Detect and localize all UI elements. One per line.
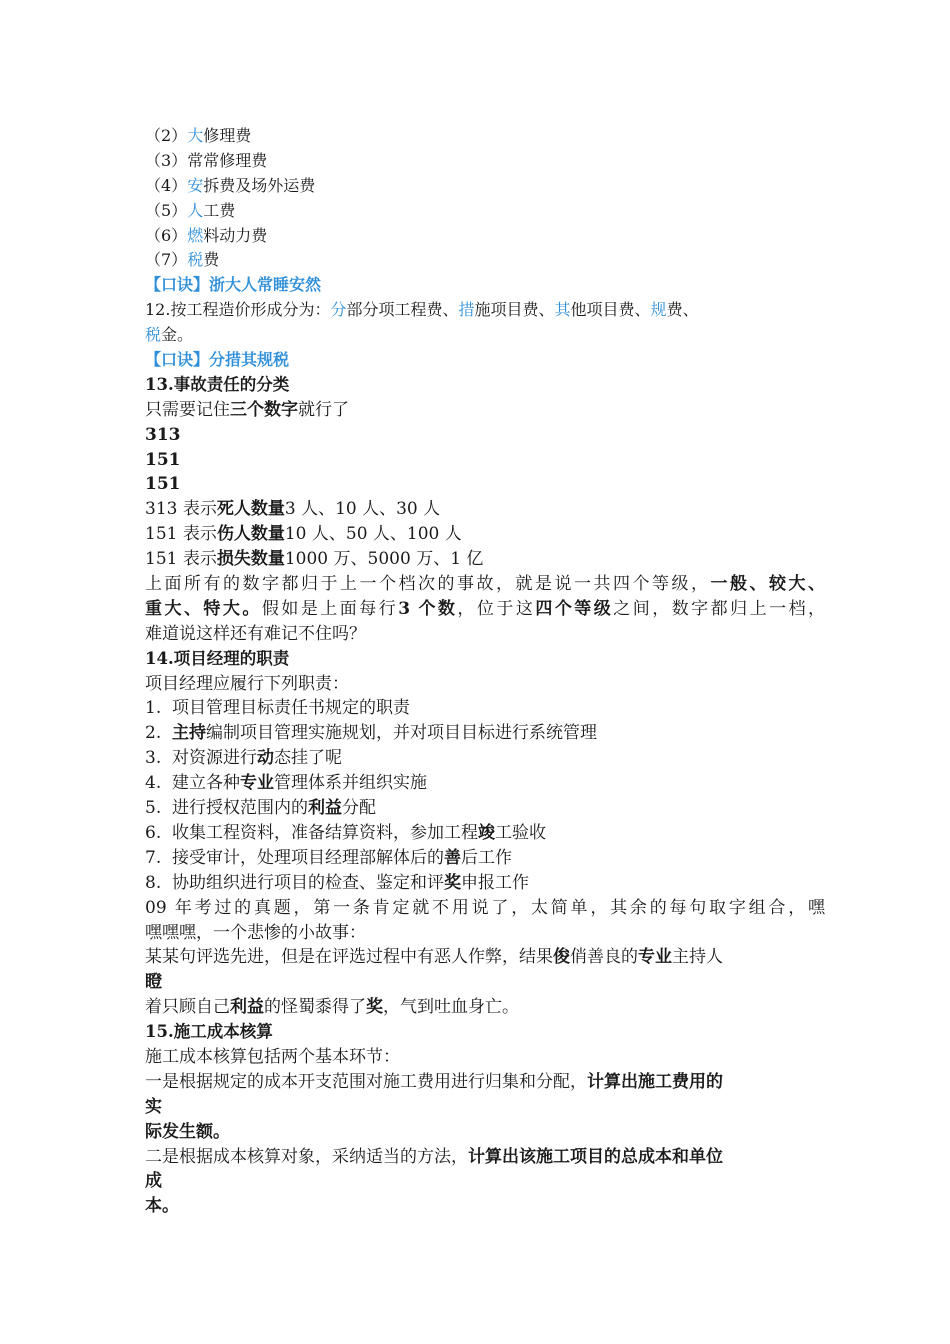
story-line: 着只顾自己利益的怪蜀黍得了奖，气到吐血身亡。: [145, 997, 519, 1018]
duty-item: 2. 主持编制项目管理实施规划，并对项目目标进行系统管理: [145, 723, 598, 744]
step-two-line: 二是根据成本核算对象，采纳适当的方法，计算出该施工项目的总成本和单位: [145, 1146, 723, 1167]
duty-item: 4. 建立各种专业管理体系并组织实施: [145, 773, 428, 794]
number-explanation: 151 表示损失数量1000 万、5000 万、1 亿: [145, 549, 484, 570]
list-item: （5）人工费: [145, 200, 236, 220]
section-14-title: 14.项目经理的职责: [145, 648, 290, 668]
duty-item: 5. 进行授权范围内的利益分配: [145, 798, 377, 819]
section-14-intro: 项目经理应履行下列职责：: [145, 673, 349, 694]
section-15-intro: 施工成本核算包括两个基本环节：: [145, 1046, 400, 1067]
mnemonic-2: 【口诀】分措其规税: [145, 350, 290, 370]
cost-composition-line-1: 12.按工程造价形成分为：分部分项工程费、措施项目费、其他项目费、规费、: [145, 300, 699, 320]
list-item: （7）税费: [145, 250, 220, 270]
grade-paragraph-line: 上面所有的数字都归于上一个档次的事故，就是说一共四个等级，一般、较大、: [145, 574, 825, 595]
duty-item: 3. 对资源进行动态挂了呢: [145, 748, 343, 769]
grade-paragraph-line: 难道说这样还有难记不住吗？: [145, 623, 366, 644]
list-item: （4）安拆费及场外运费: [145, 175, 316, 195]
number-code: 313: [145, 424, 181, 445]
number-explanation: 313 表示死人数量3 人、10 人、30 人: [145, 499, 441, 520]
list-item: （3）常常修理费: [145, 150, 268, 170]
story-line: 瞪: [145, 972, 162, 993]
number-code: 151: [145, 449, 181, 470]
list-item: （6）燃料动力费: [145, 225, 268, 245]
duty-item: 7. 接受审计，处理项目经理部解体后的善后工作: [145, 847, 513, 868]
section-15-title: 15.施工成本核算: [145, 1022, 273, 1042]
section-13-intro: 只需要记住三个数字就行了: [145, 399, 349, 420]
step-one-line: 一是根据规定的成本开支范围对施工费用进行归集和分配，计算出施工费用的: [145, 1071, 723, 1092]
cost-composition-line-2: 税金。: [145, 325, 194, 345]
story-line: 某某句评选先进，但是在评选过程中有恶人作弊，结果俊俏善良的专业主持人: [145, 947, 723, 968]
section-13-title: 13.事故责任的分类: [145, 374, 290, 394]
number-explanation: 151 表示伤人数量10 人、50 人、100 人: [145, 524, 462, 545]
mnemonic-1: 【口诀】浙大人常睡安然: [145, 275, 322, 295]
step-two-line: 本。: [145, 1196, 179, 1217]
story-line: 09 年考过的真题，第一条肯定就不用说了，太简单，其余的每句取字组合，嘿: [145, 897, 825, 918]
grade-paragraph-line: 重大、特大。假如是上面每行3 个数，位于这四个等级之间，数字都归上一档，: [145, 598, 826, 619]
step-two-line: 成: [145, 1171, 162, 1192]
document-body: [145, 124, 825, 1219]
step-one-line: 实: [145, 1096, 162, 1117]
number-code: 151: [145, 474, 181, 495]
story-line: 嘿嘿嘿，一个悲惨的小故事：: [145, 922, 366, 943]
list-item: （2）大修理费: [145, 126, 252, 145]
step-one-line: 际发生额。: [145, 1121, 230, 1142]
duty-item: 8. 协助组织进行项目的检查、鉴定和评奖申报工作: [145, 872, 530, 893]
duty-item: 6. 收集工程资料，准备结算资料，参加工程竣工验收: [145, 822, 547, 843]
duty-item: 1. 项目管理目标责任书规定的职责: [145, 698, 411, 719]
